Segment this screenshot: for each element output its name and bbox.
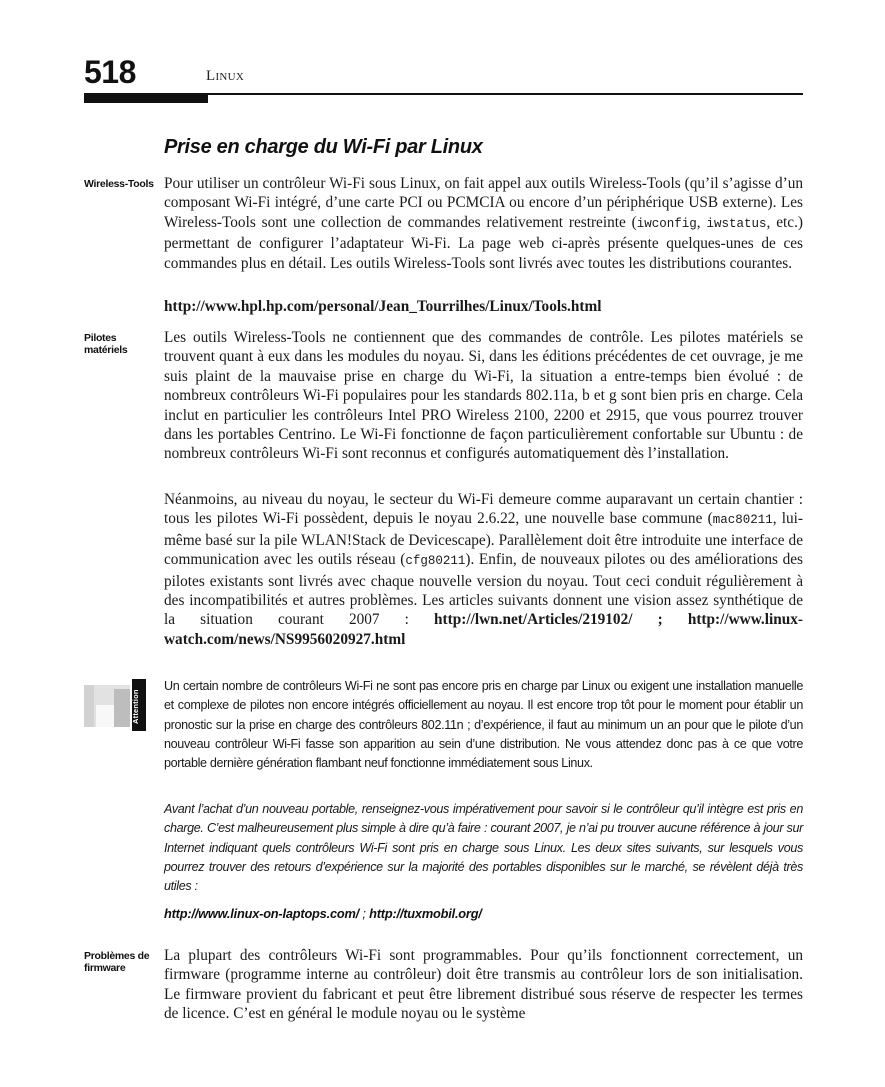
attention-icon [84, 679, 148, 733]
running-head: Linux [206, 68, 245, 84]
paragraph-wireless-tools [164, 174, 803, 273]
paragraph-text: ). Enfin, de nouveaux pilotes ou des améliorations des pilotes existants sont livrés avec chaque nouvelle version du noyau. Tout ceci conduit régulièrement à des incompatibilités et autres problèmes. Les articles suivants donnent une vision assez synthétique de la situation courant 2007 : [164, 551, 803, 629]
page-number: 518 [84, 54, 136, 90]
attention-note [164, 677, 803, 773]
command-iwstatus: iwstatus [706, 216, 767, 231]
note-paragraph: Un certain nombre de contrôleurs Wi-Fi ne sont pas encore pris en charge par Linux ou exigent une installation manuelle et complexe de pilotes non encore intégrés officiellement au noyau. Il est encore trop tôt pour le moment pour établir un pronostic sur la prise en charge des contrôleurs 802.11n ; d’expérience, il faut au minimum un an pour que le pilote d’un nouveau contrôleur Wi-Fi fasse son apparition au sein d’une distribution. Ne vous attendez donc pas à ce que votre portable dernière génération flambant neuf fonctionne immédiatement sous Linux. [164, 679, 803, 771]
url-separator: ; [632, 611, 688, 629]
command-iwconfig: iwconfig [636, 216, 697, 231]
module-mac80211: mac80211 [712, 513, 773, 528]
paragraph-text: , lui-même basé sur la pile WLAN!Stack de Devicescape). Parallèlement doit être introduite une interface de communication avec les outils réseau ( [164, 510, 803, 569]
margin-note-pilotes: Pilotes matériels [84, 332, 128, 356]
paragraph-kernel [164, 490, 803, 649]
paragraph-firmware [164, 946, 803, 1024]
paragraph-text: Néanmoins, au niveau du noyau, le secteur du Wi-Fi demeure comme auparavant un certain chantier : tous les pilotes Wi-Fi possèdent, depuis le noyau 2.6.22, une nouvelle base commune ( [164, 491, 803, 528]
url-linux-watch[interactable]: http://www.linux-watch.com/news/NS9956020927.html [164, 611, 803, 648]
margin-note-firmware: Problèmes de firmware [84, 950, 150, 974]
paragraph-text: Pour utiliser un contrôleur Wi-Fi sous Linux, on fait appel aux outils Wireless-Tools (qu’il s’agisse d’un composant Wi-Fi intégré, d’une carte PCI ou PCMCIA ou encore d’un périphérique USB externe). Les Wireless-Tools sont une collection de commandes relativement restreinte ( [164, 175, 803, 231]
module-cfg80211: cfg80211 [405, 554, 466, 569]
note-paragraph: Avant l’achat d’un nouveau portable, renseignez-vous impérativement pour savoir si le contrôleur qu’il intègre est pris en charge. C’est malheureusement plus simple à dire qu’à faire : courant 2007, je n’ai pu trouver aucune référence à jour sur Internet indiquant quels contrôleurs Wi-Fi sont pris en charge sous Linux. Les deux sites suivants, sur lesquels vous pourrez trouver des retours d’expérience sur la majorité des portables disponibles sur le marché, se révèlent déjà très utiles : [164, 802, 803, 894]
paragraph-text: Les outils Wireless-Tools ne contiennent que des commandes de contrôle. Les pilotes matériels se trouvent quant à eux dans les modules du noyau. Si, dans les éditions précédentes de cet ouvrage, je me suis plaint de la mauvaise prise en charge du Wi-Fi, la situation a entre-temps bien évolué : de nombreux contrôleurs Wi-Fi populaires pour les standards 802.11a, b et g sont bien pris en charge. Cela inclut en particulier les contrôleurs Intel PRO Wireless 2100, 2200 et 2915, que vous pourrez trouver dans les portables Centrino. Le Wi-Fi fonctionne de façon particulièrement confortable sur Ubuntu : de nombreux contrôleurs Wi-Fi sont reconnus et configurés automatiquement dès l’installation. [164, 329, 803, 463]
attention-note-advice [164, 800, 803, 896]
note-url-block [164, 906, 803, 921]
url-separator: ; [359, 906, 370, 921]
attention-label: Attention [131, 689, 140, 724]
url-lwn[interactable]: http://lwn.net/Articles/219102/ [434, 611, 633, 629]
paragraph-text: La plupart des contrôleurs Wi-Fi sont programmables. Pour qu’ils fonctionnent correctement, un firmware (programme interne au contrôleur) doit être transmis au contrôleur lors de son initialisation. Le firmware provient du fabricant et peut être librement distribué sous réserve de respecter les termes de licence. C’est en général le module noyau ou le système [164, 947, 803, 1023]
paragraph-text: , etc.) permettant de configurer l’adaptateur Wi-Fi. La page web ci-après présente quelques-unes de ces commandes plus en détail. Les outils Wireless-Tools sont livrés avec toutes les distributions courantes. [164, 213, 803, 272]
url-block [164, 297, 803, 316]
margin-note-wireless-tools: Wireless-Tools [84, 178, 154, 190]
url-tuxmobil[interactable]: http://tuxmobil.org/ [369, 906, 482, 921]
separator-text: , [696, 213, 707, 231]
url-linux-on-laptops[interactable]: http://www.linux-on-laptops.com/ [164, 906, 360, 921]
paragraph-pilotes [164, 328, 803, 464]
url-wireless-tools[interactable]: http://www.hpl.hp.com/personal/Jean_Tourrilhes/Linux/Tools.html [164, 298, 602, 315]
header-rule-thick [84, 93, 208, 103]
section-title: Prise en charge du Wi-Fi par Linux [164, 136, 483, 158]
